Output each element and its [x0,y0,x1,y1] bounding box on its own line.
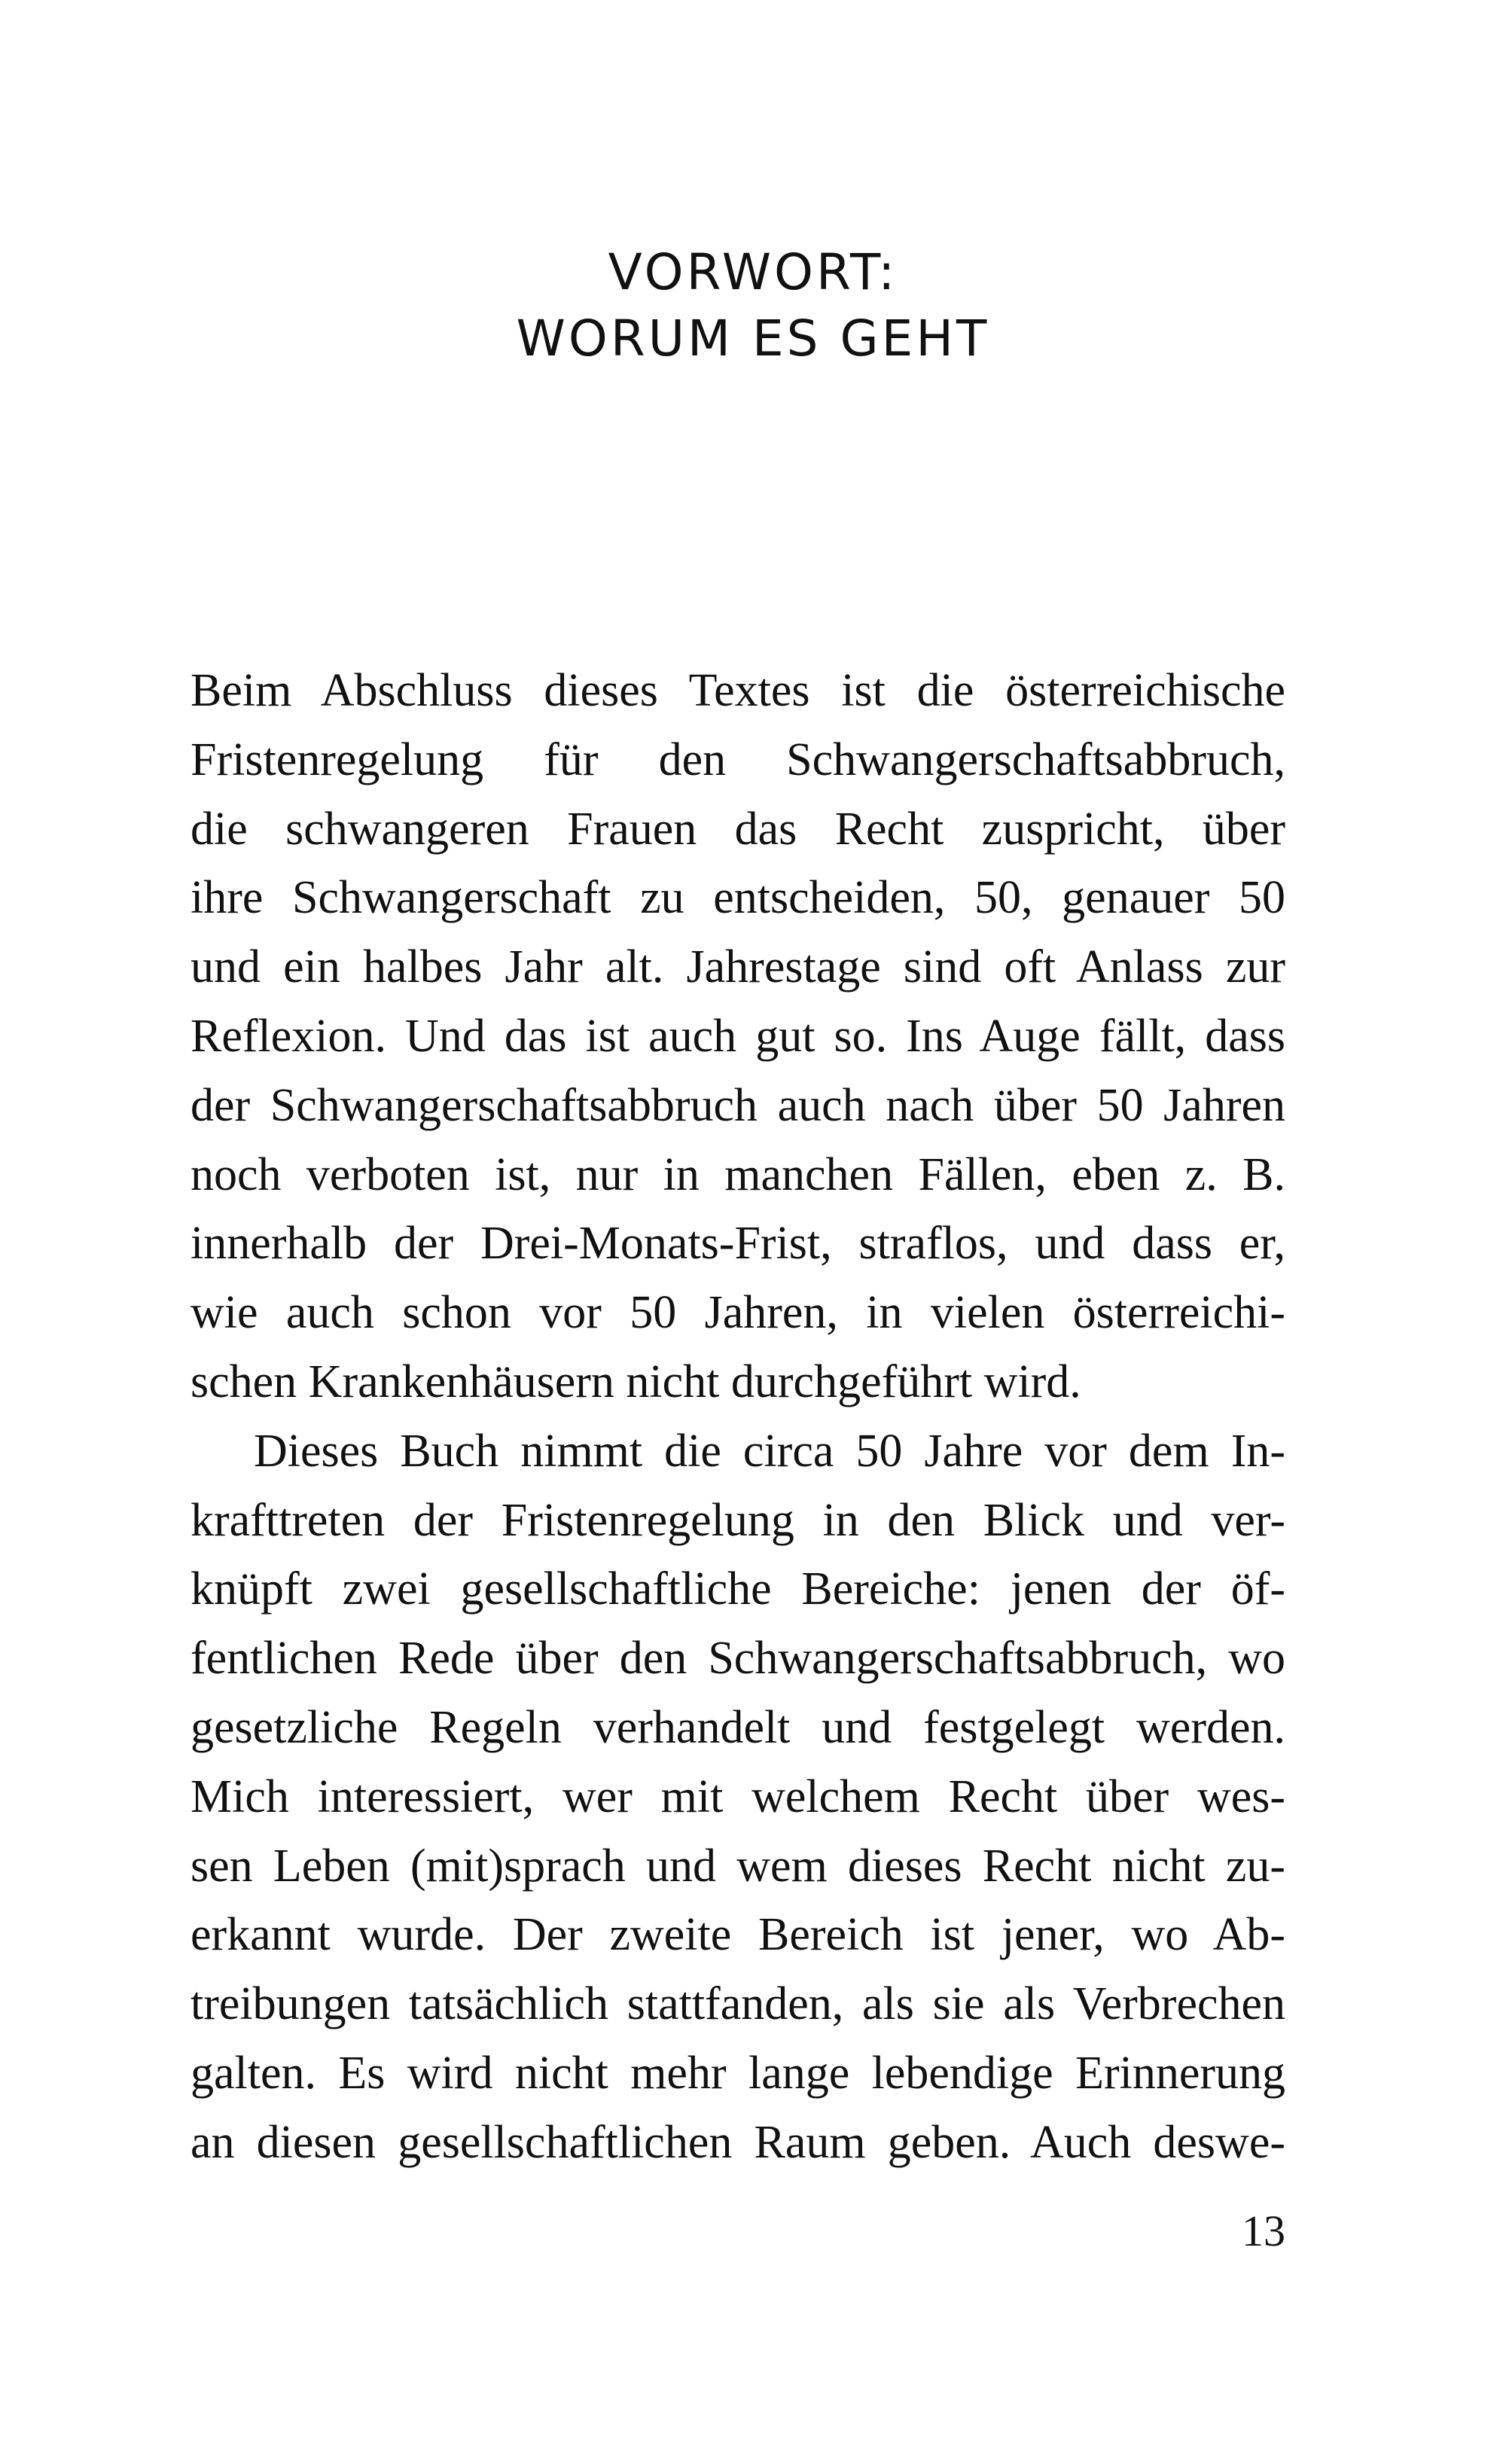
text-line: treibungen tatsächlich stattfanden, als sie als Verbrechen [191,1978,1285,2030]
text-line: fentlichen Rede über den Schwangerschaftsabbruch, wo [191,1633,1285,1685]
text-line: krafttreten der Fristenregelung in den Blick und ver- [191,1494,1285,1546]
chapter-title-line-2: WORUM ES GEHT [516,310,990,367]
text-line: die schwangeren Frauen das Recht zuspricht, über [191,803,1285,855]
chapter-title-line-1: VORWORT: [608,243,898,301]
text-line: Beim Abschluss dieses Textes ist die österreichische [191,665,1285,716]
chapter-title [0,239,1506,372]
text-line: wie auch schon vor 50 Jahren, in vielen österreichi- [191,1287,1285,1339]
text-line: Mich interessiert, wer mit welchem Recht über wes- [191,1770,1285,1822]
paragraph-2 [191,1417,1285,2178]
text-line: innerhalb der Drei-Monats-Frist, straflos, und dass er, [191,1218,1285,1270]
body-text [191,657,1285,2178]
text-line: galten. Es wird nicht mehr lange lebendige Erinnerung [191,2047,1285,2099]
text-line: schen Krankenhäusern nicht durchgeführt wird. [191,1356,1081,1407]
text-line: sen Leben (mit)sprach und wem dieses Recht nicht zu- [191,1840,1285,1892]
text-line: knüpft zwei gesellschaftliche Bereiche: jenen der öf- [191,1563,1285,1615]
paragraph-1 [191,657,1285,1417]
text-line: Reflexion. Und das ist auch gut so. Ins Auge fällt, dass [191,1010,1285,1062]
text-line: und ein halbes Jahr alt. Jahrestage sind oft Anlass zur [191,941,1285,993]
text-line: Fristenregelung für den Schwangerschaftsabbruch, [191,733,1285,785]
text-line: an diesen gesellschaftlichen Raum geben. Auch deswe- [191,2116,1285,2168]
text-line: gesetzliche Regeln verhandelt und festgelegt werden. [191,1701,1285,1753]
text-line: erkannt wurde. Der zweite Bereich ist jener, wo Ab- [191,1909,1285,1961]
text-line: noch verboten ist, nur in manchen Fällen, eben z. B. [191,1148,1285,1200]
text-line: Dieses Buch nimmt die circa 50 Jahre vor dem In- [254,1425,1285,1477]
text-line: der Schwangerschaftsabbruch auch nach über 50 Jahren [191,1079,1285,1131]
text-line: ihre Schwangerschaft zu entscheiden, 50, genauer 50 [191,872,1285,924]
page-number: 13 [1242,2206,1285,2255]
